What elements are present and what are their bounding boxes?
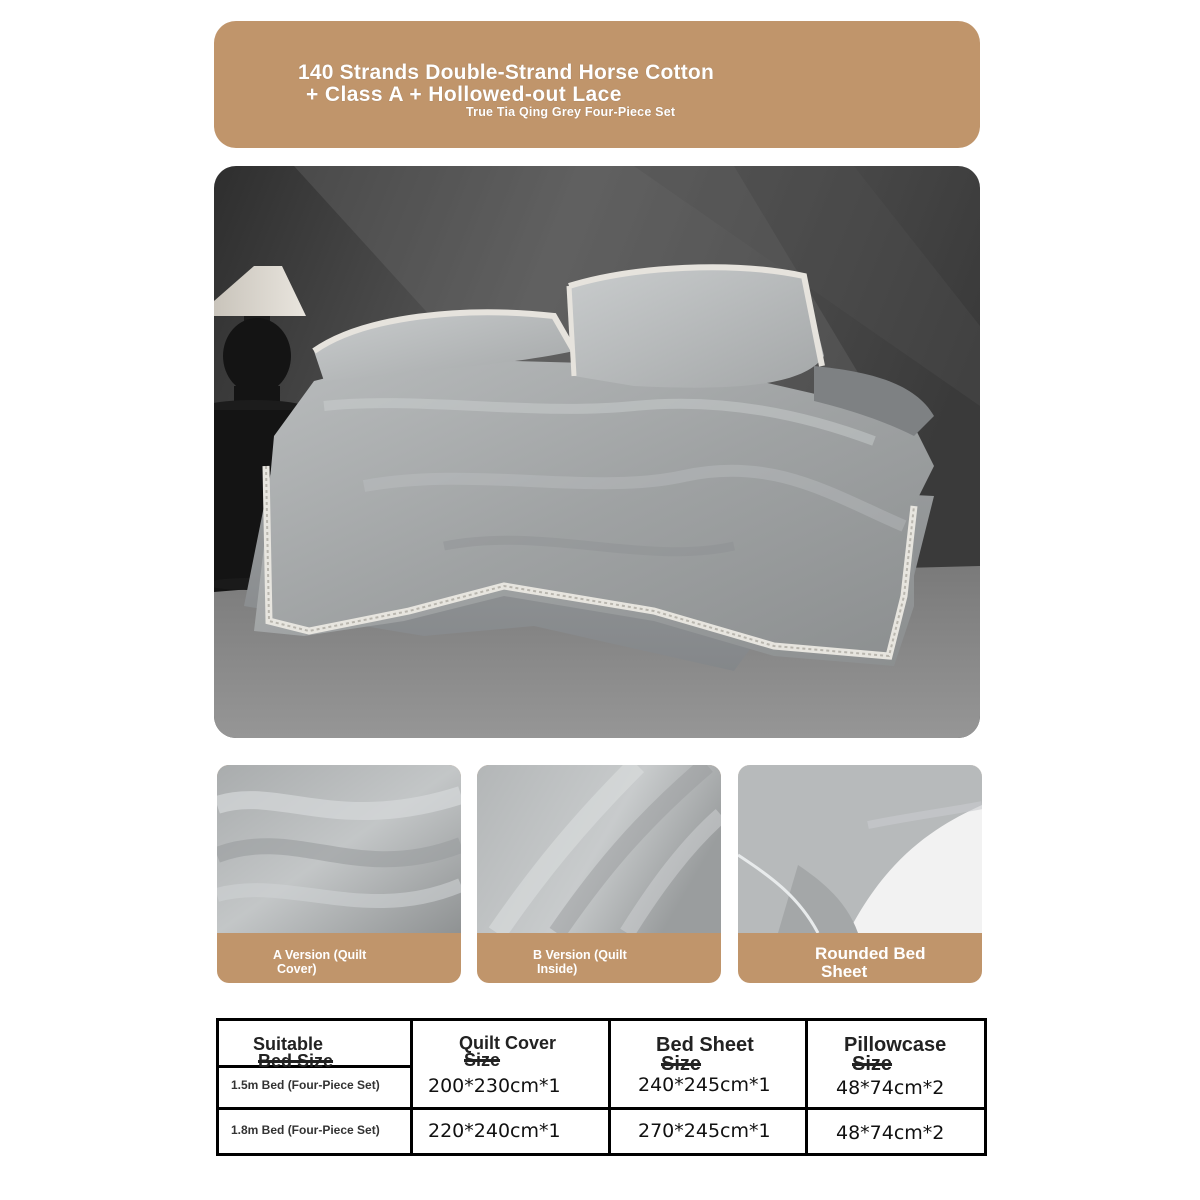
variant-caption-line2: Cover) <box>277 962 317 976</box>
row2-bed-sheet-size: 270*245cm*1 <box>638 1120 771 1142</box>
header-line1: Quilt Cover <box>459 1033 557 1053</box>
header-pillowcase-size <box>844 1034 946 1076</box>
variant-card-a[interactable] <box>217 765 461 983</box>
header-line1: Bed Sheet <box>656 1034 754 1056</box>
header-quilt-cover-size <box>459 1033 556 1071</box>
row1-bed-size: 1.5m Bed (Four-Piece Set) <box>231 1078 380 1092</box>
header-line1: Pillowcase <box>844 1034 947 1056</box>
variant-caption-line1: Rounded Bed <box>815 944 926 963</box>
row2-pillowcase-size: 48*74cm*2 <box>836 1122 945 1144</box>
header-bed-size <box>253 1034 333 1072</box>
fabric-swatch-photo <box>477 765 721 933</box>
variant-caption-line1: A Version (Quilt <box>273 948 367 962</box>
variant-caption <box>738 933 982 983</box>
variant-card-c[interactable] <box>738 765 982 983</box>
row2-bed-size: 1.8m Bed (Four-Piece Set) <box>231 1123 380 1137</box>
row1-pillowcase-size: 48*74cm*2 <box>836 1077 945 1099</box>
variant-caption <box>217 933 461 983</box>
header-line1: Suitable <box>253 1034 324 1054</box>
row1-quilt-cover-size: 200*230cm*1 <box>428 1075 561 1097</box>
header-line2: Bed Size <box>258 1051 334 1071</box>
bedroom-bedding-illustration <box>214 166 980 738</box>
header-bed-sheet-size <box>656 1034 754 1076</box>
size-table <box>216 1018 987 1156</box>
banner-title-line2: + Class A + Hollowed-out Lace <box>306 83 622 106</box>
variant-caption-line1: B Version (Quilt <box>533 948 627 962</box>
variant-caption-line2: Sheet <box>821 962 868 981</box>
row2-quilt-cover-size: 220*240cm*1 <box>428 1120 561 1142</box>
row1-bed-sheet-size: 240*245cm*1 <box>638 1074 771 1096</box>
bed-sheet-photo <box>738 765 982 933</box>
variant-card-b[interactable] <box>477 765 721 983</box>
fabric-swatch-photo <box>217 765 461 933</box>
banner-title-line1: 140 Strands Double-Strand Horse Cotton <box>298 61 714 84</box>
banner-subtitle: True Tia Qing Grey Four-Piece Set <box>466 105 676 119</box>
header-line2: Size <box>661 1053 702 1075</box>
hero-product-photo <box>214 166 980 738</box>
variant-caption-line2: Inside) <box>537 962 578 976</box>
table-divider <box>805 1021 808 1153</box>
table-divider <box>608 1021 611 1153</box>
title-banner <box>214 21 980 148</box>
header-line2: Size <box>852 1053 893 1075</box>
header-line2: Size <box>464 1050 501 1070</box>
variant-caption <box>477 933 721 983</box>
table-divider <box>410 1021 413 1153</box>
table-divider <box>219 1107 984 1110</box>
